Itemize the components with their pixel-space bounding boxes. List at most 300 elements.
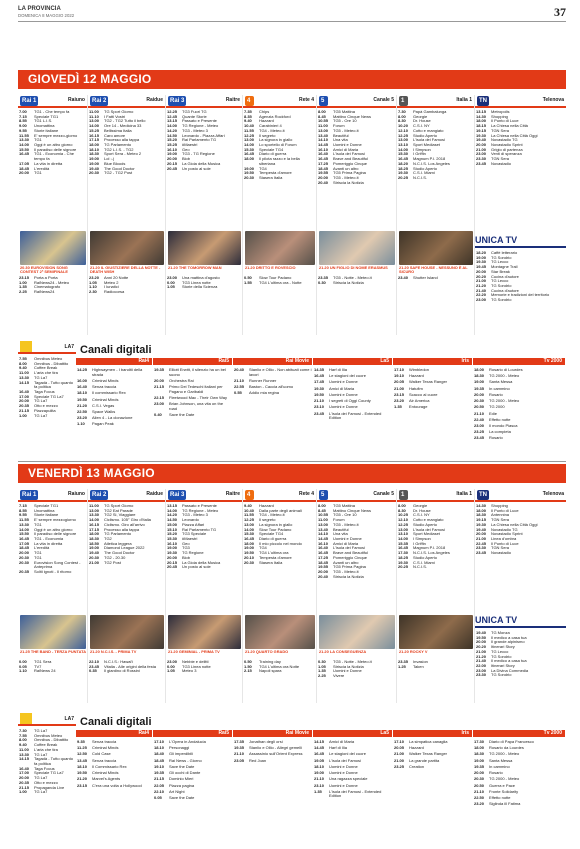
program-time: 17.10 — [394, 739, 405, 744]
program-time: 11.00 — [89, 109, 99, 114]
program-title: Radiocorsa — [104, 290, 125, 295]
digital-channels-title: Canali digitali — [80, 716, 152, 728]
program-time: 14.20 — [167, 127, 178, 133]
program-row — [153, 402, 233, 411]
program-title: La Chiesa nella Città — [491, 124, 528, 129]
program-title: I Griffin — [413, 541, 426, 546]
program-title: Il mondo Piasca — [489, 423, 518, 428]
program-time: 21.20 — [77, 776, 88, 782]
prime-time-caption: 20.30 EUROVISION SONG CONTEST 2ª SEMIFINALE — [20, 265, 68, 275]
prime-time-caption: 21.20 N.C.I.S. - PRIMA TV — [90, 649, 137, 654]
program-row — [313, 405, 393, 410]
program-title: #Maestri — [182, 537, 198, 542]
program-time: 1.10 — [89, 284, 97, 290]
program-time: 11.25 — [77, 745, 87, 751]
program-time: 23.15 — [77, 782, 88, 788]
program-time: 18.20 — [398, 160, 409, 166]
channel-header — [18, 95, 87, 108]
program-title: Magnum P.I. 2018 — [413, 546, 446, 551]
program-title: Caffè letterario — [491, 251, 518, 255]
program-title: Un posto al sole — [182, 565, 211, 570]
program-title: L'isola dei Famosi — [413, 138, 445, 143]
program-row — [233, 385, 313, 390]
program-row — [473, 412, 566, 417]
program-time: 13.00 — [398, 526, 409, 532]
program-title: Uomini e Donne — [329, 783, 358, 788]
program-title: Uomini e Donne — [329, 380, 358, 385]
program-title: L'aria che tira — [34, 371, 58, 376]
program-time: 13.45 — [77, 757, 88, 763]
program-title: Novastadio — [491, 551, 512, 556]
program-title: Piazza Affari — [182, 522, 205, 527]
program-title: Coffee Break — [34, 366, 58, 371]
program-time: 20.35 — [19, 779, 30, 785]
channel-name: Raiuno — [68, 491, 85, 497]
channel-column-raidue — [88, 95, 166, 335]
program-time: 17.45 — [314, 379, 325, 385]
digital-channels-thursday — [18, 340, 566, 462]
program-time: 12.10 — [398, 127, 409, 133]
program-title: La vita in diretta — [34, 161, 63, 166]
program-time: 20.30 — [19, 554, 30, 560]
program-title: Dr. House — [413, 119, 431, 124]
program-title: Stasera Italia — [259, 560, 283, 565]
program-time: 20.20 — [476, 273, 487, 279]
program-title: Il grande alpinismo — [491, 640, 525, 645]
program-time: 14.45 — [318, 536, 329, 542]
program-title: Stasera Italia — [259, 176, 283, 181]
program-time: 22.50 — [77, 409, 88, 415]
program-title: TG2 - TG2 Tutto il bello — [104, 119, 146, 124]
program-list — [397, 504, 474, 570]
program-title: N.C.I.S. — [413, 565, 428, 570]
program-time: 16.45 — [318, 550, 329, 556]
program-row — [313, 759, 393, 764]
program-title: Cotto e mangiato — [413, 128, 444, 133]
program-title: Diario di guerra — [259, 152, 287, 157]
program-time: 14.20 — [167, 512, 178, 518]
program-time: 12.25 — [398, 132, 409, 138]
program-title: Hazzard — [259, 504, 274, 508]
program-title: Passato e Presente — [182, 119, 217, 124]
program-list — [18, 504, 87, 575]
program-time: 1.25 — [398, 663, 406, 669]
program-row — [233, 759, 313, 764]
digital-program-list — [313, 368, 393, 422]
program-time: 0.30 — [318, 279, 326, 285]
program-time: 19.00 — [476, 254, 487, 260]
program-row — [18, 290, 88, 295]
program-title: N.C.I.S. Los Angeles — [413, 551, 450, 556]
program-title: TG Sondrio — [491, 255, 512, 260]
program-row — [76, 759, 153, 764]
channel-logo-icon: Rai 1 — [22, 98, 37, 104]
program-time: 15.25 — [89, 127, 100, 133]
program-title: In cammino — [489, 386, 510, 391]
program-title: TG2 — [104, 537, 112, 542]
program-row — [243, 281, 317, 286]
program-time: 8.45 — [318, 113, 326, 119]
program-time: 20.00 — [318, 175, 329, 181]
program-title: Unomattina — [34, 508, 55, 513]
program-time: 14.10 — [318, 531, 329, 537]
program-title: Pagan Peak — [92, 422, 114, 427]
prime-time-caption: 21.20 DRITTO E ROVESCIO — [245, 265, 296, 270]
program-time: 23.30 — [476, 545, 487, 551]
program-title: C.S.I. Miami — [413, 171, 435, 176]
program-title: Anni 20 Notte — [104, 276, 129, 280]
program-row — [153, 784, 233, 789]
program-title: Beautiful — [333, 527, 349, 532]
program-title: Diario di guerra — [259, 537, 287, 542]
program-time: 0.50 — [244, 275, 252, 280]
program-time: 14.00 — [398, 146, 409, 152]
program-row — [18, 414, 76, 419]
program-time: 20.05 — [394, 379, 405, 385]
program-row — [473, 790, 566, 795]
program-title: Le stagioni del cuore — [329, 752, 366, 757]
program-time: 20.00 — [476, 639, 487, 645]
program-row — [88, 290, 166, 295]
program-row — [153, 790, 233, 795]
program-time: 9.40 — [244, 118, 252, 124]
channel-logo-icon: Rai 2 — [92, 98, 107, 104]
program-title: Oggi è un altro giorno — [34, 143, 73, 148]
program-row — [313, 374, 393, 379]
program-title: Nebbie e delitti — [182, 660, 209, 664]
page-header — [18, 5, 566, 20]
late-program-list — [317, 660, 397, 679]
program-row — [313, 399, 393, 404]
la7-name: LA7 — [64, 716, 74, 722]
program-title: TV7 — [34, 664, 42, 669]
program-row — [393, 405, 473, 410]
program-row — [473, 752, 566, 757]
program-time: 23.05 — [234, 757, 245, 763]
program-row — [233, 740, 313, 745]
channel-logo-icon: 5 — [319, 490, 328, 500]
program-time: 12.25 — [244, 517, 255, 523]
program-time: 19.30 — [167, 550, 178, 556]
program-title: Novastadio TG — [491, 527, 518, 532]
program-time: 15.00 — [167, 521, 178, 527]
program-title: Napoli spara — [259, 669, 282, 674]
program-time: 7.30 — [19, 728, 27, 733]
digital-channel-name: Rai5 — [153, 730, 232, 737]
program-title: Il pilota razzo e la bella siberiana — [259, 157, 300, 166]
program-row — [76, 398, 153, 403]
channel-column-rete-4 — [243, 95, 317, 335]
program-time: 13.00 — [318, 127, 329, 133]
program-title: TG La7 — [34, 399, 48, 404]
program-title: Il Commissario Rex — [92, 764, 127, 769]
newspaper-name: LA PROVINCIA — [18, 6, 61, 12]
program-row — [473, 796, 566, 801]
channel-name: Telenova — [542, 491, 564, 497]
program-title: I segreti di Oggi County — [329, 399, 371, 404]
program-time: 20.30 — [89, 170, 100, 176]
program-time: 22.50 — [474, 794, 485, 800]
program-time: 14.10 — [318, 137, 329, 143]
program-row — [153, 796, 233, 801]
program-photo — [90, 231, 164, 265]
program-time: 22.55 — [234, 384, 245, 390]
program-time: 16.15 — [89, 132, 100, 138]
program-time: 7.15 — [19, 503, 27, 508]
program-title: Storie della Scienza — [182, 285, 218, 290]
program-title: L'isola dei Famosi — [333, 152, 365, 157]
program-title: Elliott Erwitt, il silenzio ha un bel suono — [169, 368, 226, 377]
program-row — [317, 181, 396, 186]
digital-program-list — [473, 368, 566, 443]
program-row — [153, 771, 233, 776]
program-time: 11.00 — [19, 370, 29, 376]
program-time: 21.00 — [476, 278, 487, 284]
program-time: 16.10 — [167, 146, 178, 152]
program-time: 14.45 — [318, 142, 329, 148]
channel-logo-icon: TN — [479, 492, 487, 498]
day-band-friday: VENERDÌ 13 MAGGIO — [18, 464, 566, 483]
program-title: Vivere — [333, 674, 345, 679]
la7-program-list — [18, 357, 76, 418]
program-time: 22.40 — [474, 416, 485, 422]
program-row — [313, 393, 393, 398]
program-title: Hazzard — [409, 374, 424, 379]
program-title: Chips — [259, 110, 270, 114]
program-title: TG3 — [182, 546, 190, 551]
program-row — [243, 176, 316, 181]
program-title: Harf di Ilia — [329, 368, 348, 372]
program-time: 19.40 — [476, 526, 487, 532]
program-title: Personaggi — [169, 746, 190, 751]
program-title: In cammino — [489, 764, 510, 769]
program-row — [88, 561, 165, 566]
channel-header — [166, 95, 242, 108]
program-time: 8.35 — [244, 113, 252, 119]
program-title: La Divina Commedia — [491, 668, 529, 673]
program-list — [317, 504, 396, 580]
program-title: Grigio di partenza — [491, 147, 523, 152]
program-title: Lo sportello di Forum — [259, 143, 297, 148]
program-time: 13.10 — [398, 142, 409, 148]
late-program-list — [18, 276, 88, 295]
program-time: 20.00 — [167, 156, 178, 162]
program-time: 8.00 — [398, 503, 406, 508]
program-time: 19.00 — [244, 545, 255, 551]
program-photo — [399, 615, 473, 649]
program-photo — [168, 231, 241, 265]
channel-logo-icon: 5 — [319, 96, 328, 106]
program-time: 18.00 — [474, 745, 485, 751]
program-row — [313, 765, 393, 770]
program-title: TG1 - Economia - Che tempo fa — [34, 152, 75, 162]
program-title: Addio mia regina — [249, 391, 280, 396]
program-time: 13.40 — [318, 132, 329, 138]
program-row — [76, 404, 153, 409]
program-photo — [245, 615, 315, 649]
program-time: 19.10 — [154, 763, 165, 769]
program-title: Geo — [182, 541, 190, 546]
program-time: 21.10 — [234, 377, 245, 383]
program-time: 19.30 — [398, 170, 409, 176]
header-rule — [18, 21, 566, 22]
channel-header — [317, 489, 396, 502]
digital-program-list — [393, 368, 473, 412]
program-title: Una vita — [333, 532, 348, 537]
program-row — [233, 746, 313, 751]
program-time: 19.40 — [89, 550, 100, 556]
program-time: 0.50 — [244, 659, 252, 664]
program-title: TG3 Fuori TG — [182, 110, 207, 114]
program-row — [473, 380, 566, 385]
prime-time-caption: 21.20 QUARTO GRADO — [245, 649, 289, 654]
program-title: Effetto notte — [489, 417, 511, 422]
program-title: Marvel's Agents — [92, 777, 121, 782]
program-time: 7.55 — [19, 356, 27, 361]
channel-header — [475, 489, 566, 502]
program-title: TG5 - Notte - Meteo.it — [333, 276, 372, 280]
program-time: 21.20 — [476, 283, 487, 289]
program-title: Meteo 3 — [182, 669, 197, 674]
digital-channel-name: Rai Movie — [233, 358, 312, 365]
digital-program-list — [153, 740, 233, 802]
program-row — [473, 777, 566, 782]
program-title: RaiNews24 — [34, 290, 55, 295]
channel-name: Canale 5 — [373, 491, 394, 497]
program-time: 13.15 — [167, 118, 178, 124]
program-time: 1.55 — [244, 279, 252, 285]
program-time: 1.35 — [19, 284, 27, 290]
program-time: 18.45 — [318, 165, 329, 171]
program-title: Jonathan degli orsi — [249, 740, 283, 744]
program-row — [166, 669, 243, 674]
program-title: TG La7 — [34, 729, 48, 733]
program-time: 23.40 — [398, 275, 409, 280]
program-title: Speciale TG La7 — [34, 771, 64, 776]
program-time: 19.35 — [474, 385, 485, 391]
program-title: TG3 Linea notte — [182, 664, 211, 669]
program-title: Striscia la Notizia — [333, 664, 364, 669]
program-photo — [20, 615, 86, 649]
program-time: 20.10 — [244, 554, 255, 560]
program-time: 14.45 — [314, 745, 325, 751]
unica-program-list — [475, 251, 566, 303]
program-time: 16.45 — [19, 536, 30, 542]
program-time: 7.35 — [244, 109, 252, 114]
program-time: 20.00 — [19, 775, 30, 781]
program-time: 21.20 — [77, 402, 88, 408]
program-row — [473, 430, 566, 435]
program-title: Quante Storie — [182, 114, 207, 119]
program-time: 10.20 — [398, 123, 409, 129]
program-title: L'isola dei Famosi — [329, 758, 361, 763]
program-list — [243, 110, 316, 181]
program-time: 21.00 — [476, 648, 487, 654]
program-time: 19.50 — [476, 634, 487, 640]
program-title: Taga Focus — [34, 390, 55, 395]
program-row — [473, 387, 566, 392]
channel-column-canale-5 — [317, 489, 397, 703]
program-time: 16.40 — [318, 151, 329, 157]
program-list — [88, 110, 165, 176]
program-photo — [319, 615, 395, 649]
program-title: Agenzia Rockford — [259, 114, 291, 119]
program-time: 22.00 — [476, 663, 487, 669]
program-title: Rosario — [489, 771, 503, 776]
channel-logo-icon: 1 — [399, 490, 408, 500]
digital-program-list — [233, 368, 313, 398]
program-title: TG4 — [259, 166, 267, 171]
program-time: 19.00 — [474, 379, 485, 385]
program-title: Forum — [333, 124, 345, 129]
program-title: Rai News - Giorno — [169, 758, 202, 763]
program-title: TG1 L.I.S. — [34, 119, 53, 124]
digital-channel-name: Iris — [393, 358, 472, 365]
program-time: 13.30 — [19, 751, 30, 757]
program-title: Taga Focus — [34, 766, 55, 771]
program-time: 19.35 — [234, 745, 245, 751]
program-title: Il Punto di Luce — [491, 119, 519, 124]
program-time: 16.45 — [19, 151, 30, 157]
program-time: 17.00 — [19, 770, 30, 776]
program-title: TG3 - TG Regione — [182, 152, 215, 157]
program-row — [473, 740, 566, 745]
program-row — [153, 777, 233, 782]
program-title: Piazzapulita — [34, 408, 56, 413]
program-title: Creation — [409, 764, 425, 769]
program-time: 23.20 — [394, 398, 405, 404]
program-time: 11.00 — [19, 746, 29, 752]
channel-logo-icon: 1 — [399, 96, 408, 106]
program-title: TGN Sera — [491, 128, 510, 133]
channel-name: Raitre — [225, 491, 240, 497]
program-title: TG5 - Ore 10 — [333, 513, 357, 518]
program-row — [393, 368, 473, 373]
program-time: 15.30 — [244, 146, 255, 152]
program-row — [76, 746, 153, 751]
program-time: 13.00 — [89, 507, 100, 513]
program-title: Una mattina d'agosto — [182, 276, 220, 280]
la7-header — [18, 340, 76, 354]
program-time: 8.45 — [318, 507, 326, 513]
program-title: Alien 4 - La clonazione — [92, 416, 133, 421]
program-title: Venti di speranza — [491, 152, 522, 157]
program-row — [313, 368, 393, 373]
program-time: 20.15 — [167, 160, 178, 166]
program-row — [475, 298, 566, 303]
program-time: 23.00 — [167, 275, 178, 280]
program-time: 20.00 — [154, 377, 165, 383]
program-title: Speciale TG1 — [34, 114, 59, 119]
program-time: 14.30 — [476, 113, 487, 119]
program-row — [153, 396, 233, 401]
program-row — [233, 391, 313, 396]
program-time: 16.45 — [318, 156, 329, 162]
program-title: TG Lecco — [491, 279, 509, 284]
program-row — [153, 413, 233, 418]
channel-column-raitre — [166, 489, 243, 703]
program-title: Air America — [409, 399, 430, 404]
program-time: 14.00 — [167, 123, 178, 129]
program-title: TG5 - Meteo.it — [333, 570, 359, 575]
channel-header — [18, 489, 87, 502]
program-time: 22.20 — [476, 292, 487, 298]
program-time: 16.45 — [314, 373, 325, 379]
program-title: Uomini e Donne — [329, 392, 358, 397]
program-time: 19.00 — [89, 545, 100, 551]
program-title: Pomeriggio Cinque — [333, 161, 368, 166]
program-title: TG Sondrio — [491, 284, 512, 289]
